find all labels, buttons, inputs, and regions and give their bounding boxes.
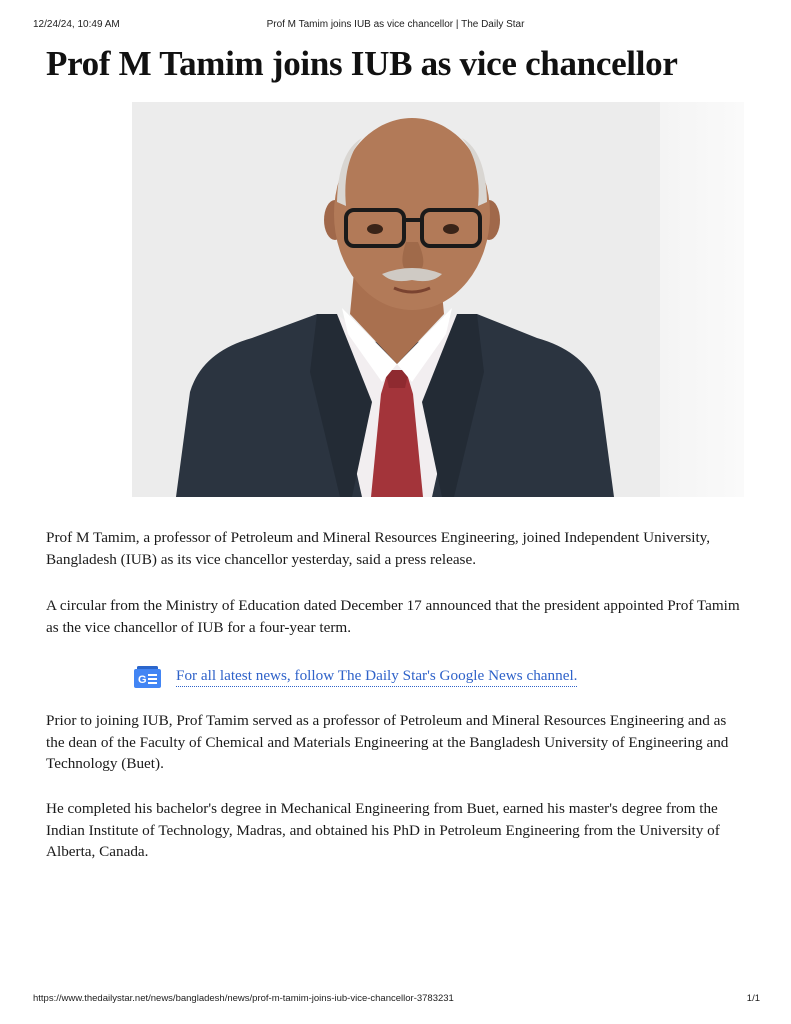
google-news-link[interactable]: For all latest news, follow The Daily Star's Google News channel. [176, 667, 577, 687]
print-date: 12/24/24, 10:49 AM [33, 19, 120, 30]
article-headline: Prof M Tamim joins IUB as vice chancellor [46, 44, 678, 83]
print-footer [0, 993, 791, 1007]
article-paragraph: He completed his bachelor's degree in Mechanical Engineering from Buet, earned his master's degree from the Indian Institute of Technology, Madras, and obtained his PhD in Petroleum Engineering from the University of Alberta, Canada. [46, 800, 720, 860]
print-page-number: 1/1 [746, 993, 760, 1004]
print-header [0, 19, 791, 33]
article-paragraph: Prior to joining IUB, Prof Tamim served as a professor of Petroleum and Mineral Resources Engineering and as the dean of the Faculty of Chemical and Materials Engineering at the Bangladesh University of Engineering and Technology (Buet). [46, 712, 729, 772]
article-paragraph: A circular from the Ministry of Education dated December 17 announced that the president appointed Prof Tamim as the vice chancellor of IUB for a four-year term. [46, 597, 740, 636]
print-url[interactable]: https://www.thedailystar.net/news/bangladesh/news/prof-m-tamim-joins-iub-vice-chancellor-3783231 [33, 993, 454, 1004]
article-paragraph: Prof M Tamim, a professor of Petroleum and Mineral Resources Engineering, joined Independent University, Bangladesh (IUB) as its vice chancellor yesterday, said a press release. [46, 529, 711, 568]
print-page-title: Prof M Tamim joins IUB as vice chancellor | The Daily Star [266, 19, 525, 30]
article-photo [132, 102, 660, 497]
photo-background-edge [660, 102, 744, 497]
svg-text:G: G [138, 674, 147, 686]
google-news-promo[interactable] [133, 664, 577, 690]
google-news-icon [133, 665, 162, 689]
